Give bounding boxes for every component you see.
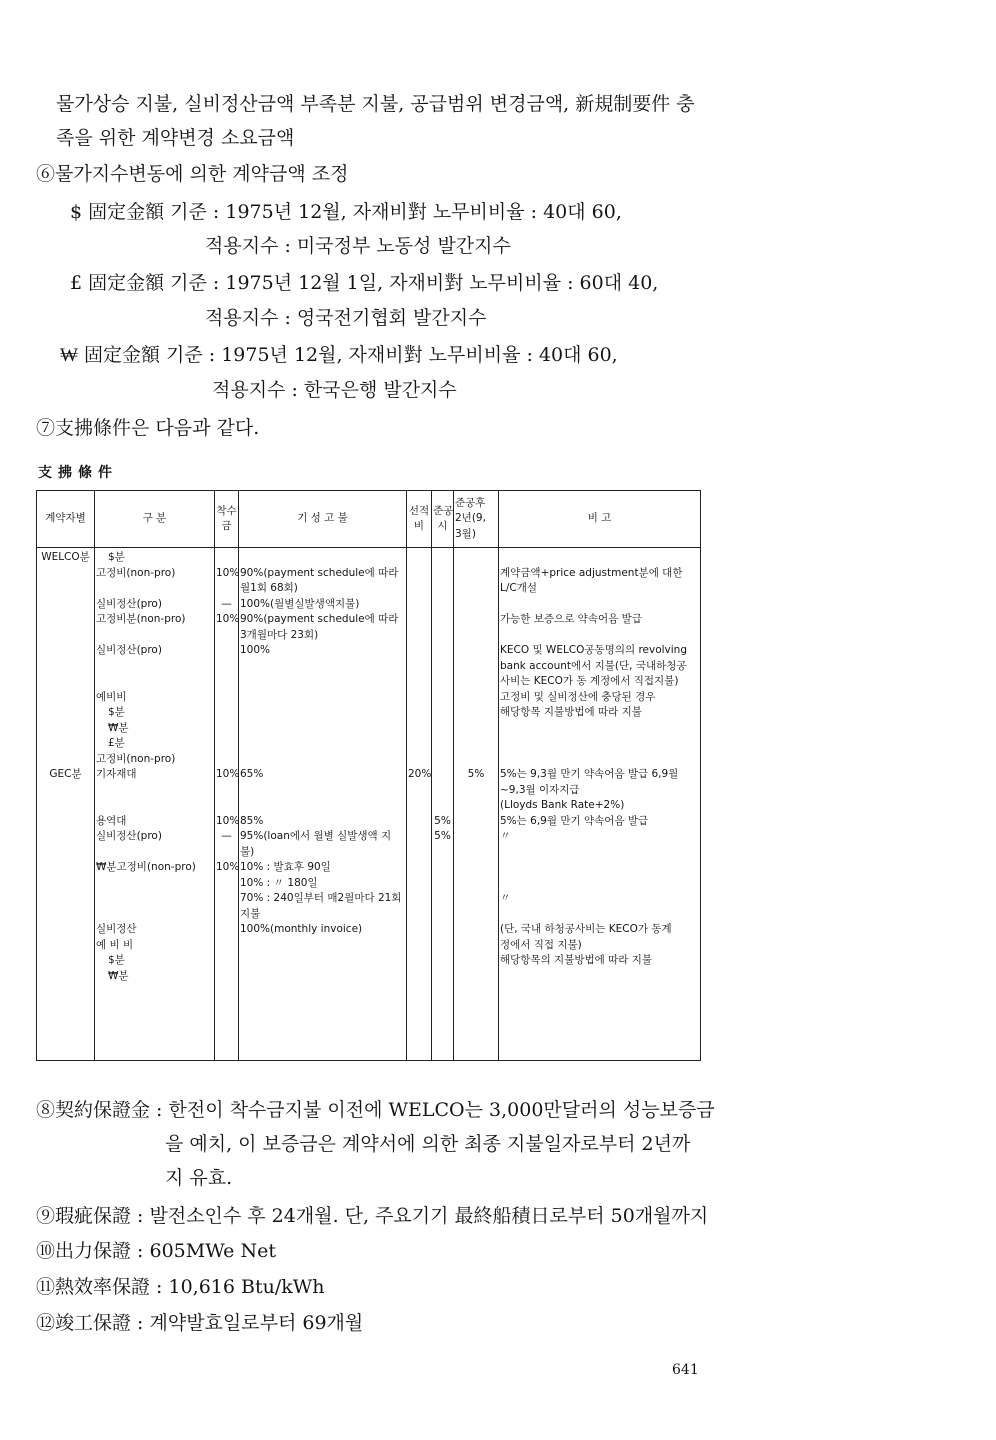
category-line: 실비정산(pro) bbox=[96, 830, 162, 842]
remarks-line bbox=[500, 907, 699, 923]
header-shipping: 선적 비 bbox=[407, 491, 432, 548]
after-line bbox=[455, 953, 497, 969]
remarks-line: 〃 bbox=[500, 892, 511, 904]
progress-line: 10% : 〃 180일 bbox=[240, 876, 318, 889]
remarks-line: (Lloyds Bank Rate+2%) bbox=[500, 799, 625, 811]
after-line bbox=[455, 721, 497, 737]
shipping-line bbox=[408, 845, 430, 861]
krw-index: 적용지수 : 한국은행 발간지수 bbox=[212, 379, 457, 401]
advance-line: 10% bbox=[216, 613, 240, 625]
after-line bbox=[455, 798, 497, 814]
category-line: $분 bbox=[108, 706, 125, 718]
completion-line bbox=[433, 674, 452, 690]
after-line bbox=[455, 814, 497, 830]
item12: ⑫竣工保證 : 계약발효일로부터 69개월 bbox=[36, 1312, 364, 1334]
completion-line bbox=[433, 783, 452, 799]
after-line bbox=[455, 752, 497, 768]
category-line bbox=[96, 628, 213, 644]
after-line bbox=[455, 845, 497, 861]
category-line: £분 bbox=[108, 737, 125, 749]
progress-line: 90%(payment schedule에 따라 bbox=[240, 613, 399, 625]
completion-line: 5% bbox=[434, 814, 451, 827]
contractor-line bbox=[38, 674, 93, 690]
advance-line bbox=[216, 690, 237, 706]
progress-line bbox=[240, 550, 405, 566]
advance-line bbox=[216, 953, 237, 969]
after-line bbox=[455, 690, 497, 706]
remarks-line bbox=[500, 597, 699, 613]
progress-line bbox=[240, 798, 405, 814]
completion-line: 5% bbox=[434, 830, 451, 842]
progress-line: 3개월마다 23회) bbox=[240, 628, 319, 641]
remarks-line bbox=[500, 628, 699, 644]
shipping-line bbox=[408, 829, 430, 845]
progress-line bbox=[240, 969, 405, 985]
shipping-line bbox=[408, 891, 430, 907]
advance-line bbox=[216, 659, 237, 675]
shipping-line bbox=[408, 566, 430, 582]
shipping-line bbox=[408, 969, 430, 985]
shipping-cell bbox=[407, 548, 432, 1061]
advance-line bbox=[216, 581, 237, 597]
advance-line bbox=[216, 922, 237, 938]
completion-line bbox=[433, 690, 452, 706]
after-line bbox=[455, 938, 497, 954]
completion-line bbox=[433, 798, 452, 814]
completion-line bbox=[433, 628, 452, 644]
advance-line bbox=[216, 876, 237, 892]
header-remarks: 비 고 bbox=[499, 491, 701, 548]
after-line bbox=[455, 566, 497, 582]
advance-line bbox=[216, 798, 237, 814]
completion-line bbox=[433, 736, 452, 752]
progress-line: 100%(monthly invoice) bbox=[240, 923, 363, 935]
remarks-line bbox=[500, 845, 699, 861]
remarks-cell bbox=[499, 548, 701, 1061]
category-line bbox=[96, 876, 213, 892]
category-line: 실비정산(pro) bbox=[96, 644, 162, 656]
advance-line bbox=[216, 550, 237, 566]
contractor-line bbox=[38, 705, 93, 721]
remarks-line: 사비는 KECO가 동 계정에서 직접지불) bbox=[500, 675, 679, 687]
after-line bbox=[455, 891, 497, 907]
completion-line bbox=[433, 597, 452, 613]
contractor-line: GEC분 bbox=[49, 768, 82, 780]
shipping-line bbox=[408, 612, 430, 628]
completion-line bbox=[433, 845, 452, 861]
after-line bbox=[455, 550, 497, 566]
advance-line: 10% bbox=[216, 861, 240, 873]
category-line: 예비비 bbox=[96, 690, 127, 703]
contractor-line bbox=[38, 612, 93, 628]
contractor-line bbox=[38, 628, 93, 644]
progress-line bbox=[240, 953, 405, 969]
advance-line bbox=[216, 845, 237, 861]
item10: ⑩出力保證 : 605MWe Net bbox=[36, 1240, 276, 1262]
progress-line bbox=[240, 752, 405, 768]
advance-line bbox=[216, 938, 237, 954]
progress-line bbox=[240, 674, 405, 690]
remarks-line: 해당항목 지불방법에 따라 지불 bbox=[500, 706, 642, 718]
progress-line: 100% bbox=[240, 644, 271, 656]
after-line bbox=[455, 907, 497, 923]
completion-line bbox=[433, 953, 452, 969]
category-line: 실비정산 bbox=[96, 923, 137, 935]
shipping-line bbox=[408, 721, 430, 737]
remarks-line: 가능한 보증으로 약속어음 발급 bbox=[500, 613, 642, 625]
advance-line bbox=[216, 907, 237, 923]
after-line bbox=[455, 643, 497, 659]
shipping-line bbox=[408, 674, 430, 690]
completion-line bbox=[433, 566, 452, 582]
completion-line bbox=[433, 721, 452, 737]
completion-line bbox=[433, 907, 452, 923]
after-line: 5% bbox=[467, 768, 485, 780]
remarks-line: ~9,3월 이자지급 bbox=[500, 783, 580, 796]
header-advance: 착수 금 bbox=[215, 491, 239, 548]
contractor-line bbox=[38, 690, 93, 706]
remarks-line: 계약금액+price adjustment분에 대한 bbox=[500, 566, 683, 579]
after-line bbox=[455, 876, 497, 892]
after-line bbox=[455, 860, 497, 876]
completion-line bbox=[433, 643, 452, 659]
page-number: 641 bbox=[672, 1362, 699, 1378]
after-line bbox=[455, 922, 497, 938]
shipping-line bbox=[408, 752, 430, 768]
shipping-line bbox=[408, 550, 430, 566]
shipping-line bbox=[408, 690, 430, 706]
shipping-line bbox=[408, 659, 430, 675]
completion-line bbox=[433, 550, 452, 566]
remarks-line bbox=[500, 752, 699, 768]
item8-line-1: ⑧契約保證金 : 한전이 착수금지불 이전에 WELCO는 3,000만달러의 성능보증금 bbox=[36, 1099, 715, 1121]
shipping-line bbox=[408, 783, 430, 799]
category-line bbox=[96, 783, 213, 799]
after-line bbox=[455, 736, 497, 752]
progress-line: 95%(loan에서 월별 실발생액 지 bbox=[240, 830, 392, 842]
completion-line bbox=[433, 922, 452, 938]
category-line: 예 비 비 bbox=[96, 938, 134, 951]
usd-fixed-basis: $ 固定金額 기준 : 1975년 12월, 자재비對 노무비비율 : 40대 60, bbox=[70, 201, 622, 223]
header-completion: 준공 시 bbox=[432, 491, 454, 548]
remarks-line: KECO 및 WELCO공동명의의 revolving bbox=[500, 644, 688, 656]
progress-line bbox=[240, 659, 405, 675]
shipping-line bbox=[408, 953, 430, 969]
completion-line bbox=[433, 891, 452, 907]
category-line bbox=[96, 798, 213, 814]
progress-line: 불) bbox=[240, 845, 255, 858]
after-line bbox=[455, 969, 497, 985]
category-line: 기자재대 bbox=[96, 768, 137, 780]
completion-line bbox=[433, 612, 452, 628]
contractor-line bbox=[38, 752, 93, 768]
advance-line bbox=[216, 721, 237, 737]
remarks-line bbox=[500, 721, 699, 737]
table-caption: 支拂條件 bbox=[38, 465, 118, 481]
advance-line bbox=[216, 674, 237, 690]
category-line bbox=[96, 891, 213, 907]
contractor-line bbox=[38, 721, 93, 737]
progress-line bbox=[240, 736, 405, 752]
contractor-line bbox=[38, 566, 93, 582]
advance-line bbox=[216, 969, 237, 985]
item7-title: ⑦支拂條件은 다음과 같다. bbox=[36, 417, 260, 439]
shipping-line: 20% bbox=[408, 768, 432, 780]
remarks-line bbox=[500, 876, 699, 892]
payment-terms-table bbox=[36, 490, 701, 1061]
item6-title: ⑥물가지수변동에 의한 계약금액 조정 bbox=[36, 163, 349, 185]
remarks-line: 정에서 직접 지불) bbox=[500, 938, 582, 951]
item11: ⑪熱效率保證 : 10,616 Btu/kWh bbox=[36, 1276, 325, 1298]
header-contractor: 계약자별 bbox=[37, 491, 95, 548]
contractor-cell bbox=[37, 548, 95, 1061]
shipping-line bbox=[408, 628, 430, 644]
completion-line bbox=[433, 659, 452, 675]
remarks-line bbox=[500, 969, 699, 985]
item8-line-3: 지 유효. bbox=[165, 1167, 233, 1189]
remarks-line bbox=[500, 550, 699, 566]
item9: ⑨瑕疵保證 : 발전소인수 후 24개월. 단, 주요기기 最終船積日로부터 50개월까지 bbox=[36, 1205, 709, 1227]
contractor-line bbox=[38, 659, 93, 675]
after-line bbox=[455, 597, 497, 613]
category-line bbox=[96, 659, 213, 675]
progress-line: 85% bbox=[240, 814, 264, 827]
category-line: $분 bbox=[108, 551, 125, 563]
contractor-line bbox=[38, 581, 93, 597]
after-line bbox=[455, 705, 497, 721]
shipping-line bbox=[408, 814, 430, 830]
shipping-line bbox=[408, 705, 430, 721]
progress-cell bbox=[239, 548, 407, 1061]
advance-line bbox=[216, 643, 237, 659]
progress-line bbox=[240, 938, 405, 954]
shipping-line bbox=[408, 922, 430, 938]
remarks-line: 5%는 6,9월 만기 약속어음 발급 bbox=[500, 814, 649, 827]
completion-cell bbox=[432, 548, 454, 1061]
category-line: 고정비(non-pro) bbox=[96, 752, 176, 765]
after-line bbox=[455, 659, 497, 675]
progress-line: 지불 bbox=[240, 907, 261, 920]
category-line: 고정비(non-pro) bbox=[96, 566, 176, 579]
progress-line: 월1회 68회) bbox=[240, 582, 298, 594]
progress-line bbox=[240, 783, 405, 799]
progress-line: 100%(월별실발생액지불) bbox=[240, 597, 360, 610]
shipping-line bbox=[408, 736, 430, 752]
table-header-row bbox=[37, 491, 701, 548]
completion-line bbox=[433, 938, 452, 954]
after-line bbox=[455, 628, 497, 644]
category-line: ₩분 bbox=[108, 969, 129, 982]
completion-line bbox=[433, 860, 452, 876]
progress-line: 90%(payment schedule에 따라 bbox=[240, 566, 399, 579]
contractor-line: WELCO분 bbox=[41, 551, 90, 563]
after-line bbox=[455, 783, 497, 799]
advance-line: 10% bbox=[216, 566, 240, 579]
remarks-line: 고정비 및 실비정산에 충당된 경우 bbox=[500, 690, 656, 703]
advance-line: — bbox=[221, 597, 232, 610]
progress-line: 10% : 발효후 90일 bbox=[240, 861, 331, 873]
category-line: ₩분 bbox=[108, 721, 129, 734]
krw-fixed-basis: ₩ 固定金額 기준 : 1975년 12월, 자재비對 노무비비율 : 40대 60, bbox=[60, 344, 618, 366]
completion-line bbox=[433, 581, 452, 597]
header-after-completion: 준공후 2년(9, 3월) bbox=[454, 491, 499, 548]
completion-line bbox=[433, 705, 452, 721]
remarks-line: L/C개설 bbox=[500, 582, 538, 594]
table-body-row bbox=[37, 548, 701, 1061]
category-line bbox=[96, 845, 213, 861]
gbp-index: 적용지수 : 영국전기협회 발간지수 bbox=[205, 307, 487, 329]
advance-line: 10% bbox=[216, 768, 240, 780]
advance-line bbox=[216, 783, 237, 799]
completion-line bbox=[433, 969, 452, 985]
remarks-line: 5%는 9,3월 만기 약속어음 발급 6,9월 bbox=[500, 768, 679, 780]
after-line bbox=[455, 581, 497, 597]
after-cell bbox=[454, 548, 499, 1061]
shipping-line bbox=[408, 581, 430, 597]
shipping-line bbox=[408, 876, 430, 892]
progress-line: 65% bbox=[240, 768, 264, 780]
progress-line bbox=[240, 690, 405, 706]
remarks-line bbox=[500, 736, 699, 752]
shipping-line bbox=[408, 798, 430, 814]
gbp-fixed-basis: £ 固定金額 기준 : 1975년 12월 1일, 자재비對 노무비비율 : 60대 40, bbox=[70, 272, 659, 294]
after-line bbox=[455, 674, 497, 690]
advance-line bbox=[216, 628, 237, 644]
remarks-line: 해당항목의 지불방법에 따라 지불 bbox=[500, 954, 653, 966]
remarks-line: 〃 bbox=[500, 830, 511, 842]
header-progress: 기 성 고 불 bbox=[239, 491, 407, 548]
category-line bbox=[96, 907, 213, 923]
completion-line bbox=[433, 767, 452, 783]
contractor-line bbox=[38, 597, 93, 613]
intro-line-2: 족을 위한 계약변경 소요금액 bbox=[56, 127, 295, 149]
contractor-line bbox=[38, 736, 93, 752]
after-line bbox=[455, 829, 497, 845]
advance-cell bbox=[215, 548, 239, 1061]
shipping-line bbox=[408, 860, 430, 876]
advance-line bbox=[216, 736, 237, 752]
category-line bbox=[96, 674, 213, 690]
progress-line bbox=[240, 705, 405, 721]
advance-line bbox=[216, 752, 237, 768]
shipping-line bbox=[408, 597, 430, 613]
category-line: 실비정산(pro) bbox=[96, 597, 162, 610]
remarks-line: (단, 국내 하청공사비는 KECO가 동계 bbox=[500, 923, 672, 935]
category-line: 용역대 bbox=[96, 814, 127, 827]
completion-line bbox=[433, 752, 452, 768]
advance-line: 10% bbox=[216, 814, 240, 827]
progress-line bbox=[240, 721, 405, 737]
category-line bbox=[96, 581, 213, 597]
category-line: $분 bbox=[108, 954, 125, 966]
advance-line bbox=[216, 891, 237, 907]
item8-line-2: 을 예치, 이 보증금은 계약서에 의한 최종 지불일자로부터 2년까 bbox=[165, 1133, 691, 1155]
category-line: 고정비분(non-pro) bbox=[96, 613, 186, 625]
header-category: 구 분 bbox=[95, 491, 215, 548]
completion-line bbox=[433, 876, 452, 892]
advance-line: — bbox=[221, 830, 232, 842]
usd-index: 적용지수 : 미국정부 노동성 발간지수 bbox=[205, 235, 511, 257]
after-line bbox=[455, 612, 497, 628]
shipping-line bbox=[408, 907, 430, 923]
progress-line: 70% : 240일부터 매2월마다 21회 bbox=[240, 892, 402, 904]
shipping-line bbox=[408, 643, 430, 659]
category-cell bbox=[95, 548, 215, 1061]
category-line: ₩분고정비(non-pro) bbox=[96, 861, 196, 873]
remarks-line bbox=[500, 860, 699, 876]
remarks-line: bank account에서 지불(단, 국내하청공 bbox=[500, 659, 687, 672]
shipping-line bbox=[408, 938, 430, 954]
contractor-line bbox=[38, 643, 93, 659]
intro-line-1: 물가상승 지불, 실비정산금액 부족분 지불, 공급범위 변경금액, 新規制要件 충 bbox=[56, 93, 695, 115]
advance-line bbox=[216, 705, 237, 721]
